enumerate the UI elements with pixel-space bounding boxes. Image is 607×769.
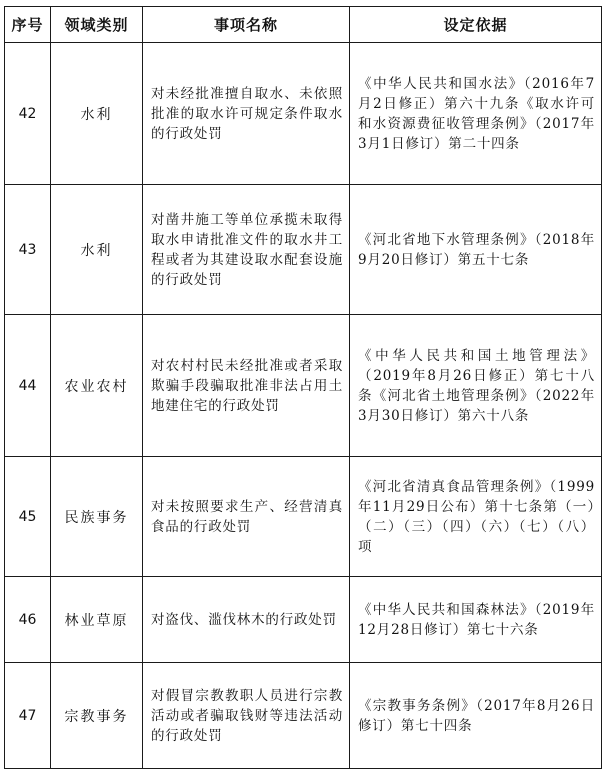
row-domain: 民族事务: [51, 457, 143, 577]
header-legal-basis: 设定依据: [350, 7, 602, 43]
row-serial-number: 43: [5, 185, 51, 315]
row-legal-basis: 《中华人民共和国水法》（2016年7月2日修正）第六十九条《取水许可和水资源费征收管理条例》（2017年3月1日修订）第二十四条: [350, 43, 602, 185]
row-serial-number: 47: [5, 663, 51, 769]
row-domain: 宗教事务: [51, 663, 143, 769]
row-serial-number: 46: [5, 577, 51, 663]
row-serial-number: 44: [5, 315, 51, 457]
row-legal-basis: 《河北省清真食品管理条例》（1999年11月29日公布）第十七条第（一）（二）（三）（四）（六）（七）（八）项: [350, 457, 602, 577]
row-legal-basis: 《中华人民共和国土地管理法》（2019年8月26日修正）第七十八条《河北省土地管理条例》（2022年3月30日修订）第六十八条: [350, 315, 602, 457]
row-serial-number: 45: [5, 457, 51, 577]
row-item-name: 对未按照要求生产、经营清真食品的行政处罚: [143, 457, 350, 577]
row-legal-basis: 《宗教事务条例》（2017年8月26日修订）第七十四条: [350, 663, 602, 769]
row-legal-basis: 《中华人民共和国森林法》（2019年12月28日修订）第七十六条: [350, 577, 602, 663]
table-row: [5, 663, 602, 769]
row-item-name: 对农村村民未经批准或者采取欺骗手段骗取批准非法占用土地建住宅的行政处罚: [143, 315, 350, 457]
table-header-row: [5, 7, 602, 43]
row-item-name: 对盗伐、滥伐林木的行政处罚: [143, 577, 350, 663]
table-row: [5, 43, 602, 185]
table-row: [5, 315, 602, 457]
table-row: [5, 577, 602, 663]
row-domain: 水利: [51, 43, 143, 185]
header-serial-number: 序号: [5, 7, 51, 43]
penalty-items-table: [4, 6, 602, 769]
table-row: [5, 185, 602, 315]
row-legal-basis: 《河北省地下水管理条例》（2018年9月20日修订）第五十七条: [350, 185, 602, 315]
row-serial-number: 42: [5, 43, 51, 185]
row-domain: 水利: [51, 185, 143, 315]
row-item-name: 对未经批准擅自取水、未依照批准的取水许可规定条件取水的行政处罚: [143, 43, 350, 185]
header-item-name: 事项名称: [143, 7, 350, 43]
row-domain: 农业农村: [51, 315, 143, 457]
row-domain: 林业草原: [51, 577, 143, 663]
header-domain-category: 领域类别: [51, 7, 143, 43]
table-row: [5, 457, 602, 577]
row-item-name: 对凿井施工等单位承揽未取得取水申请批准文件的取水井工程或者为其建设取水配套设施的行政处罚: [143, 185, 350, 315]
row-item-name: 对假冒宗教教职人员进行宗教活动或者骗取钱财等违法活动的行政处罚: [143, 663, 350, 769]
